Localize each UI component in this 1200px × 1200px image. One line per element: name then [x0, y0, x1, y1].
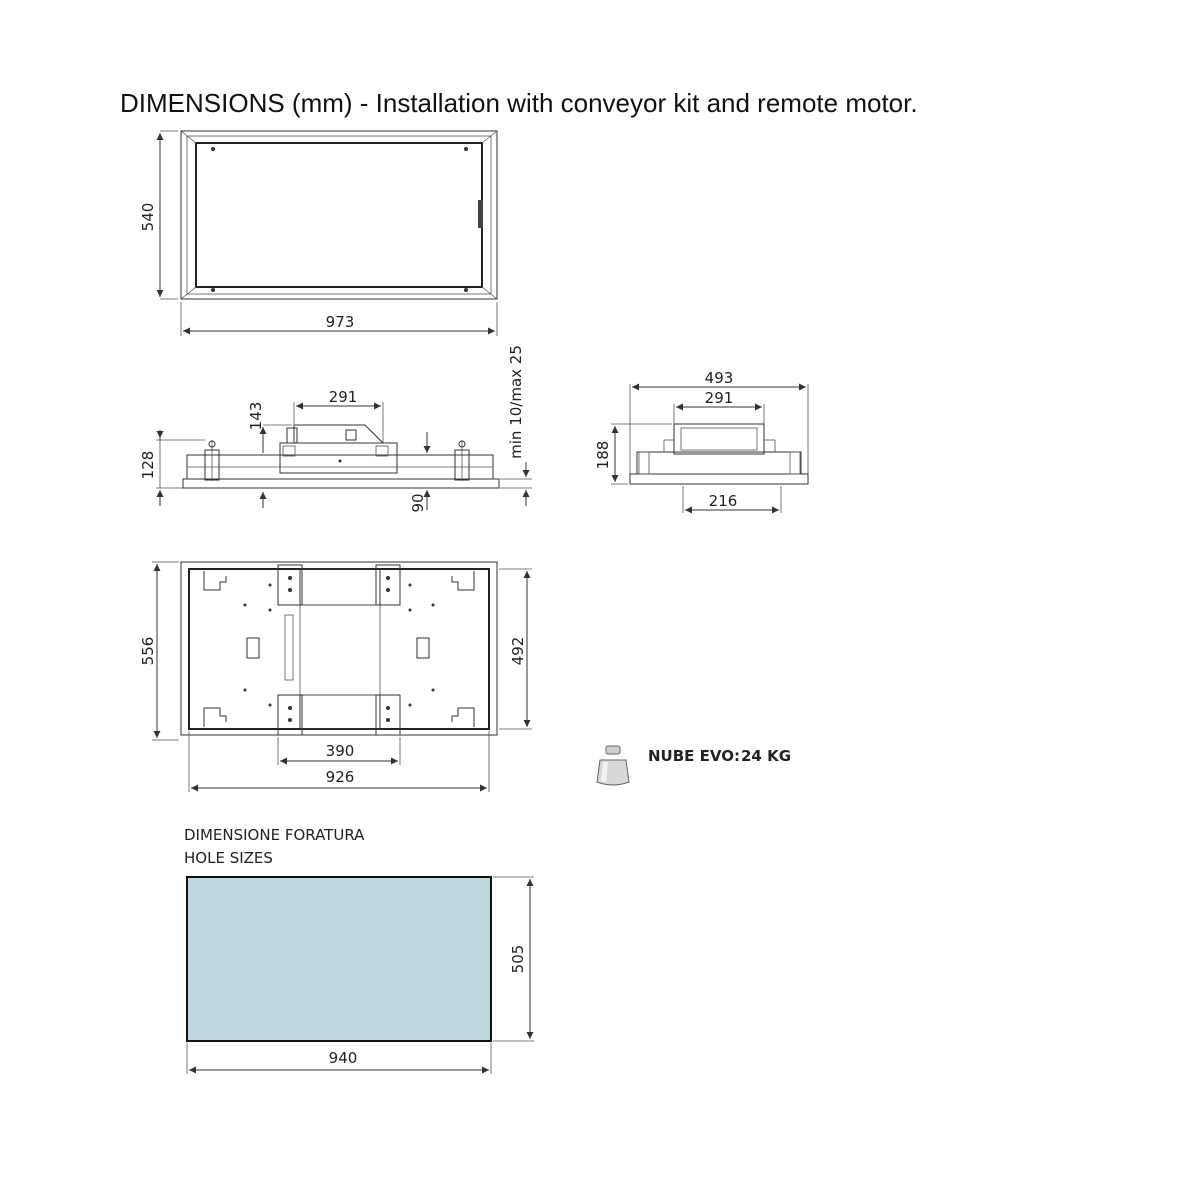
dim-973: 973	[325, 313, 355, 331]
end-view	[594, 369, 808, 513]
side-view	[139, 345, 532, 512]
dim-505: 505	[509, 944, 527, 974]
weight-icon	[597, 746, 629, 785]
dim-min-max: min 10/max 25	[507, 345, 525, 459]
hole-rectangle	[187, 877, 491, 1041]
weight-info	[597, 746, 791, 785]
handle-mark	[478, 200, 483, 228]
dim-216: 216	[708, 492, 738, 510]
dim-390: 390	[325, 742, 355, 760]
dim-143: 143	[247, 401, 265, 431]
dim-492: 492	[509, 636, 527, 666]
dim-940: 940	[328, 1049, 358, 1067]
dim-540: 540	[139, 202, 157, 232]
dim-end-291: 291	[704, 389, 734, 407]
dim-side-291: 291	[328, 388, 358, 406]
dim-90: 90	[409, 493, 427, 513]
page-title: DIMENSIONS (mm) - Installation with conveyor kit and remote motor.	[120, 88, 918, 118]
weight-value: 24 KG	[741, 747, 792, 765]
dim-188: 188	[594, 440, 612, 470]
weight-label: NUBE EVO:	[648, 747, 740, 765]
bottom-view	[139, 562, 532, 792]
hole-label-en: HOLE SIZES	[184, 849, 273, 867]
dim-926: 926	[325, 768, 355, 786]
dim-128: 128	[139, 450, 157, 480]
dim-493: 493	[704, 369, 734, 387]
hole-sizes	[184, 826, 534, 1074]
top-view	[139, 131, 497, 336]
hole-label-it: DIMENSIONE FORATURA	[184, 826, 365, 844]
dim-556: 556	[139, 636, 157, 666]
